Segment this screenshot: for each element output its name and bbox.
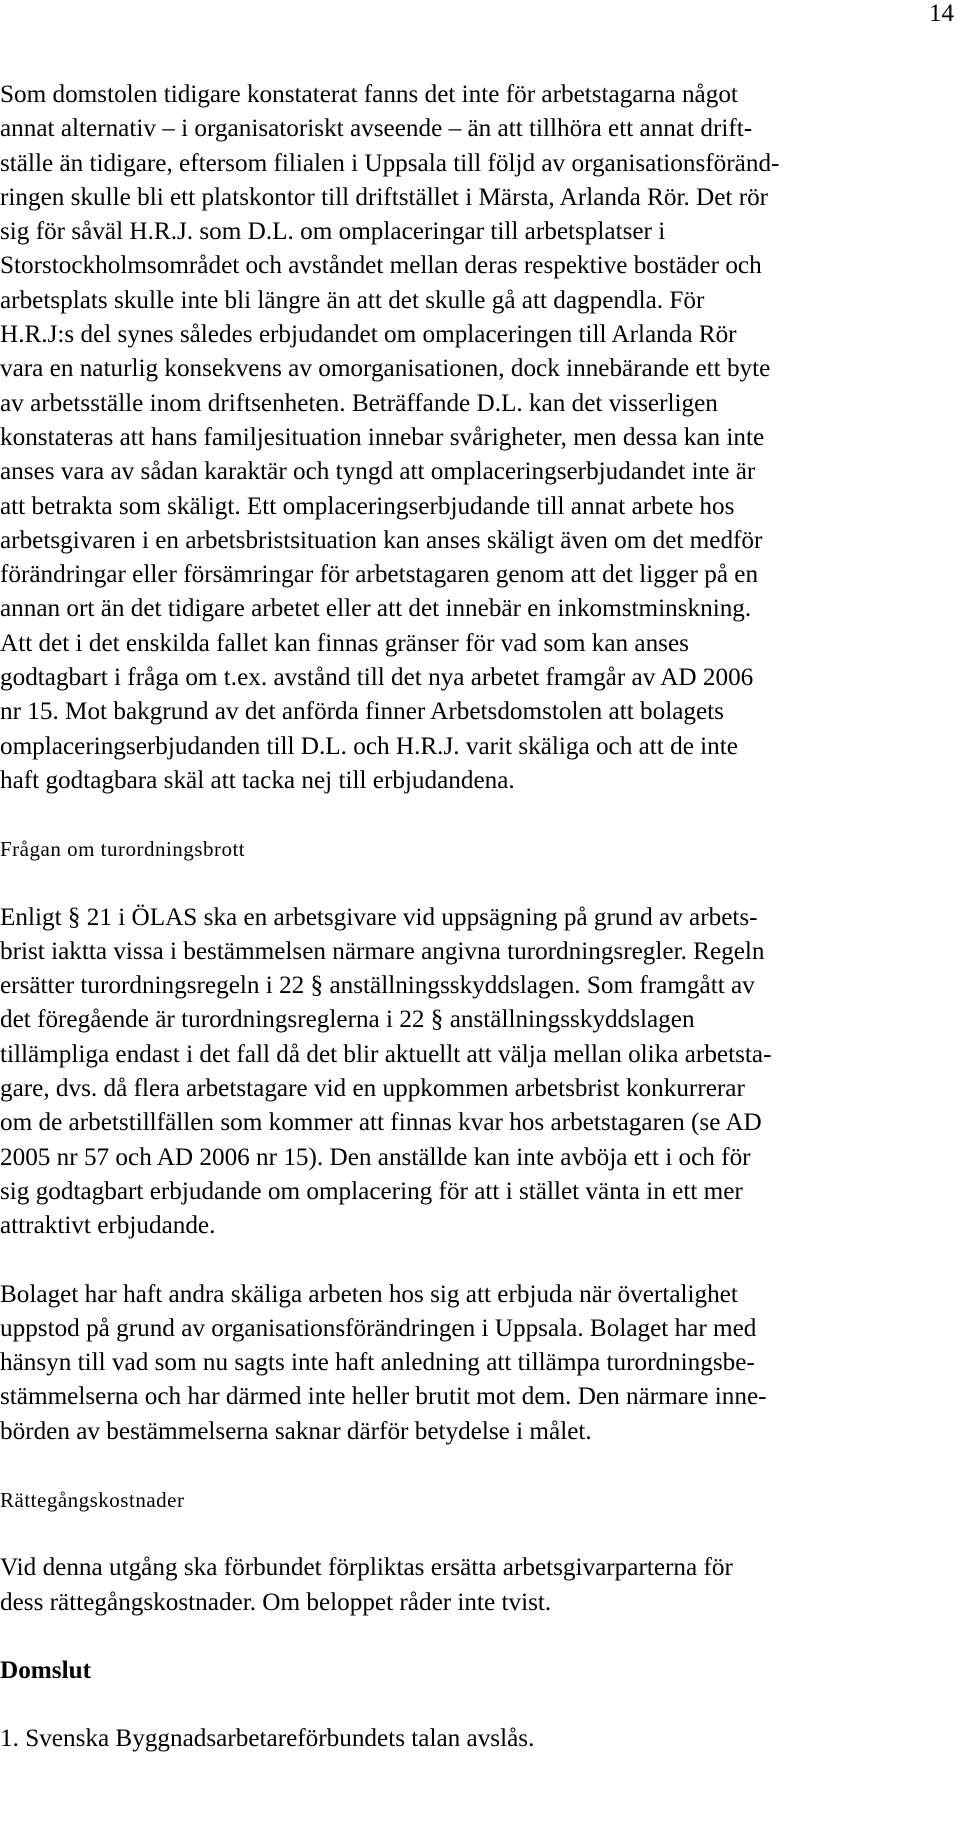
text-line: tillämpliga endast i det fall då det blir aktuellt att välja mellan olika arbetsta- <box>0 1040 772 1068</box>
text-line: brist iaktta vissa i bestämmelsen närmare angivna turordningsregler. Regeln <box>0 937 765 965</box>
section-heading-domslut: Domslut <box>0 1656 91 1684</box>
text-line: att betrakta som skäligt. Ett omplaceringserbjudande till annat arbete hos <box>0 492 735 520</box>
text-line: 2005 nr 57 och AD 2006 nr 15). Den anställde kan inte avböja ett i och för <box>0 1143 751 1171</box>
text-line: ringen skulle bli ett platskontor till driftstället i Märsta, Arlanda Rör. Det rör <box>0 183 769 211</box>
text-line: vara en naturlig konsekvens av omorganisationen, dock innebärande ett byte <box>0 355 771 383</box>
text-line: Som domstolen tidigare konstaterat fanns det inte för arbetstagarna något <box>0 81 738 108</box>
text-line: Enligt § 21 i ÖLAS ska en arbetsgivare vid uppsägning på grund av arbets- <box>0 903 758 931</box>
text-line: uppstod på grund av organisationsförändringen i Uppsala. Bolaget har med <box>0 1314 757 1342</box>
paragraph-omplacering <box>0 78 960 798</box>
document-body <box>0 78 960 1756</box>
text-line: stämmelserna och har därmed inte heller brutit mot dem. Den närmare inne- <box>0 1383 767 1411</box>
text-line: arbetsplats skulle inte bli längre än att det skulle gå att dagpendla. För <box>0 286 705 314</box>
text-line: det föregående är turordningsreglerna i 22 § anställningsskyddslagen <box>0 1006 695 1034</box>
spacer <box>0 798 960 832</box>
text-line: annan ort än det tidigare arbetet eller att det innebär en inkomstminskning. <box>0 595 752 623</box>
text-line: dess rättegångskostnader. Om beloppet råder inte tvist. <box>0 1588 552 1616</box>
text-line: ställe än tidigare, eftersom filialen i Uppsala till följd av organisationsföränd- <box>0 149 780 177</box>
text-line: börden av bestämmelserna saknar därför betydelse i målet. <box>0 1417 592 1445</box>
text-line: gare, dvs. då flera arbetstagare vid en uppkommen arbetsbrist konkurrerar <box>0 1075 745 1103</box>
text-line: godtagbart i fråga om t.ex. avstånd till det nya arbetet framgår av AD 2006 <box>0 664 754 692</box>
text-line: Storstockholmsområdet och avståndet mellan deras respektive bostäder och <box>0 252 762 280</box>
text-line: ersätter turordningsregeln i 22 § anställningsskyddslagen. Som framgått av <box>0 972 755 1000</box>
text-line: sig godtagbart erbjudande om omplacering för att i stället vänta in ett mer <box>0 1177 743 1205</box>
section-heading-rattegangskostnader: Rättegångskostnader <box>0 1487 185 1512</box>
text-line: av arbetsställe inom driftsenheten. Beträffande D.L. kan det visserligen <box>0 389 718 417</box>
spacer <box>0 867 960 901</box>
spacer <box>0 1244 960 1278</box>
text-line: konstateras att hans familjesituation innebar svårigheter, men dessa kan inte <box>0 423 765 451</box>
text-line: H.R.J:s del synes således erbjudandet om omplaceringen till Arlanda Rör <box>0 321 737 349</box>
text-line: förändringar eller försämringar för arbetstagaren genom att det ligger på en <box>0 561 759 589</box>
section-heading-turordningsbrott: Frågan om turordningsbrott <box>0 837 246 862</box>
paragraph-kostnader <box>0 1551 960 1620</box>
spacer <box>0 1620 960 1654</box>
paragraph-olas <box>0 901 960 1244</box>
spacer <box>0 1449 960 1483</box>
text-line: Vid denna utgång ska förbundet förpliktas ersätta arbetsgivarparterna för <box>0 1554 733 1582</box>
spacer <box>0 1688 960 1722</box>
text-line: annat alternativ – i organisatoriskt avseende – än att tillhöra ett annat drift- <box>0 115 753 143</box>
text-line: hänsyn till vad som nu sagts inte haft anledning att tillämpa turordningsbe- <box>0 1349 755 1377</box>
text-line: anses vara av sådan karaktär och tyngd att omplaceringserbjudandet inte är <box>0 458 756 486</box>
text-line: Att det i det enskilda fallet kan finnas gränser för vad som kan anses <box>0 629 689 657</box>
text-line: arbetsgivaren i en arbetsbristsituation kan anses skäligt även om det medför <box>0 526 763 554</box>
text-line: 1. Svenska Byggnadsarbetareförbundets talan avslås. <box>0 1725 535 1753</box>
paragraph-domslut <box>0 1722 960 1756</box>
text-line: haft godtagbara skäl att tacka nej till erbjudandena. <box>0 766 515 794</box>
text-line: omplaceringserbjudanden till D.L. och H.R.J. varit skäliga och att de inte <box>0 732 738 760</box>
text-line: sig för såväl H.R.J. som D.L. om omplaceringar till arbetsplatser i <box>0 218 666 246</box>
page-number: 14 <box>929 0 954 27</box>
text-line: om de arbetstillfällen som kommer att finnas kvar hos arbetstagaren (se AD <box>0 1109 762 1137</box>
paragraph-bolaget <box>0 1278 960 1449</box>
text-line: attraktivt erbjudande. <box>0 1212 216 1240</box>
text-line: nr 15. Mot bakgrund av det anförda finner Arbetsdomstolen att bolagets <box>0 698 724 726</box>
spacer <box>0 1517 960 1551</box>
text-line: Bolaget har haft andra skäliga arbeten hos sig att erbjuda när övertalighet <box>0 1280 738 1308</box>
